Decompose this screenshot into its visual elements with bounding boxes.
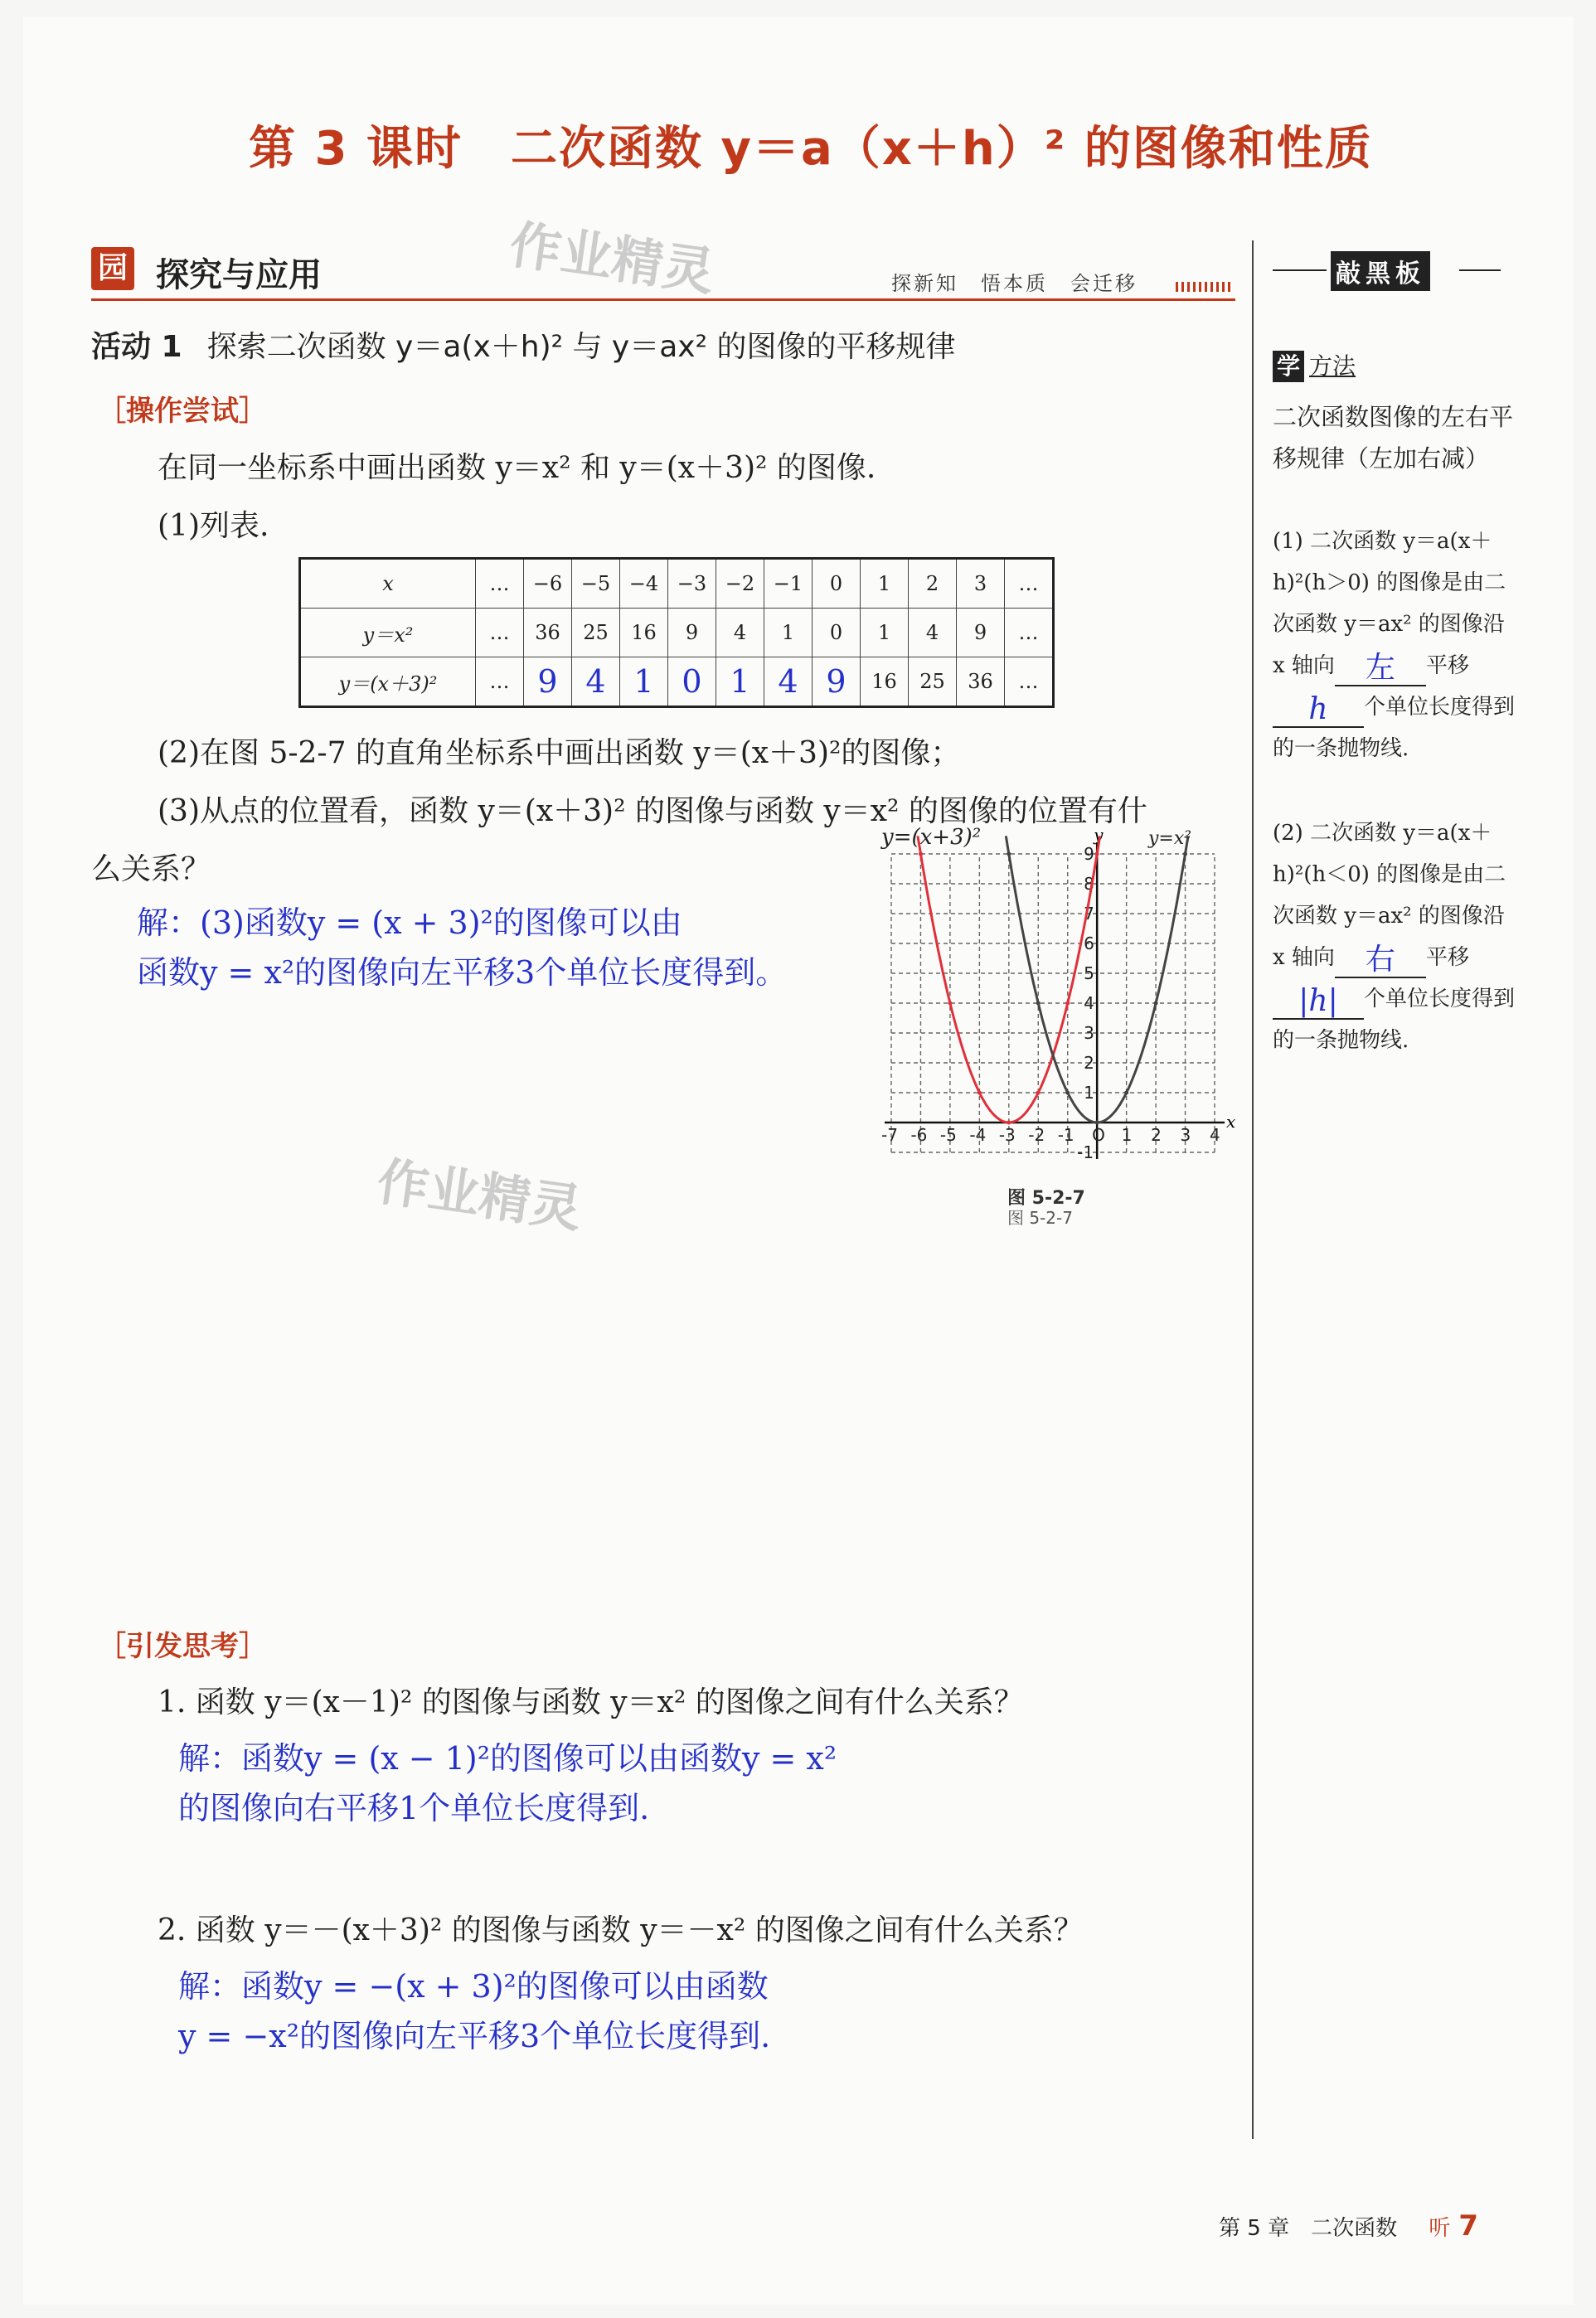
table-cell: 3 <box>957 559 1005 609</box>
table-cell: 1 <box>764 609 813 657</box>
caption-duplicate: 图 5-2-7 <box>1007 1208 1073 1227</box>
x-tick-label: 4 <box>1210 1125 1220 1145</box>
section-title: 探究与应用 <box>156 256 322 294</box>
table-cell: 16 <box>620 609 668 657</box>
board-rule-left <box>1273 269 1327 271</box>
table-cell-answer: 4 <box>764 657 813 707</box>
answer-1: 解：函数y = (x − 1)²的图像可以由函数y = x² <box>178 1740 837 1777</box>
data-point <box>1036 1091 1041 1095</box>
y-tick-label: -1 <box>1077 1142 1094 1162</box>
x-tick-label: -6 <box>910 1125 928 1145</box>
table-cell-answer: 4 <box>572 657 620 707</box>
data-point <box>919 852 923 856</box>
y-tick-label: 7 <box>1084 904 1094 924</box>
y-tick-label: 4 <box>1084 993 1094 1013</box>
board-badge: 敲黑板 <box>1331 251 1430 291</box>
y-tick-label: 8 <box>1084 874 1094 894</box>
table-cell: 2 <box>909 559 957 609</box>
x-tick-label: -1 <box>1057 1125 1075 1145</box>
watermark: 作业精灵 <box>506 214 719 303</box>
table-row <box>300 559 1054 609</box>
table-cell: 36 <box>957 657 1005 707</box>
table-cell: −2 <box>716 559 764 609</box>
table-cell-answer: 1 <box>620 657 668 707</box>
caption: 图 5-2-7 <box>1007 1188 1085 1209</box>
table-cell-answer: 9 <box>813 657 861 707</box>
rule-point-2-text: 个单位长度得到的一条抛物线. <box>1273 987 1516 1053</box>
answer-text: 函数y = x²的图像向左平移3个单位长度得到。 <box>137 954 788 991</box>
y-tick-label: 1 <box>1084 1083 1094 1103</box>
table-cell: … <box>476 609 524 657</box>
table-cell: y＝(x＋3)² <box>300 657 476 707</box>
y-tick-label: 2 <box>1084 1053 1094 1073</box>
table-cell: 1 <box>861 609 909 657</box>
table-row <box>300 609 1054 657</box>
data-point <box>1095 1121 1099 1125</box>
data-point <box>1124 1091 1128 1095</box>
page-title: 第 3 课时 二次函数 y＝a（x＋h）² 的图像和性质 <box>249 122 1373 176</box>
table-cell: … <box>1005 657 1054 707</box>
section-tick-decoration <box>1176 282 1234 292</box>
table-cell: 25 <box>572 609 620 657</box>
operate-step1: (1)列表. <box>158 509 269 543</box>
y-tick-label: 9 <box>1084 844 1094 864</box>
rule-point-2-text: 平移 <box>1425 945 1469 970</box>
table-cell: 0 <box>813 609 861 657</box>
value-table <box>298 557 1055 708</box>
chart-grid <box>891 854 1215 1152</box>
rule-title: 二次函数图像的左右平移规律（左加右减） <box>1273 403 1514 473</box>
table-cell: 4 <box>716 609 764 657</box>
rule-point-1-text: 平移 <box>1425 653 1469 678</box>
series-label-base: y=x² <box>1148 828 1192 849</box>
fill-blank: h <box>1273 693 1364 728</box>
parabola-chart <box>858 821 1235 1227</box>
table-cell: 1 <box>861 559 909 609</box>
table-cell: −1 <box>764 559 813 609</box>
data-point <box>1183 852 1187 856</box>
table-cell: −5 <box>572 559 620 609</box>
answer-text: 解：(3)函数y = (x + 3)²的图像可以由 <box>137 904 682 941</box>
y-tick-label: 3 <box>1084 1023 1094 1043</box>
data-point <box>1036 1001 1041 1006</box>
series-label-shifted: y=(x+3)² <box>881 825 982 850</box>
x-tick-label: -4 <box>969 1125 987 1145</box>
page-number: 7 <box>1458 2209 1479 2243</box>
rule-point-2 <box>1273 812 1521 1061</box>
y-tick-label: 6 <box>1084 934 1094 953</box>
data-point <box>948 1001 952 1006</box>
rule-point-2-text: (2) 二次函数 y＝a(x＋h)²(h＜0) 的图像是由二次函数 y＝ax² 的图像沿 x 轴向 <box>1273 821 1506 970</box>
activity-heading <box>91 323 955 366</box>
x-axis-label: x <box>1226 1112 1235 1132</box>
section-tags: 探新知 悟本质 会迁移 <box>891 272 1138 295</box>
footer-listen: 听 <box>1429 2216 1451 2241</box>
fill-blank: 右 <box>1335 943 1426 978</box>
table-cell: … <box>1005 609 1054 657</box>
x-tick-label: -2 <box>1028 1125 1045 1145</box>
x-tick-label: -7 <box>881 1125 898 1145</box>
table-cell: 4 <box>909 609 957 657</box>
page-footer <box>1219 2209 1478 2243</box>
table-cell: y＝x² <box>300 609 476 657</box>
table-cell: −6 <box>524 559 572 609</box>
method-heading <box>1273 348 1356 382</box>
table-cell: … <box>476 559 524 609</box>
x-tick-label: 1 <box>1121 1125 1133 1145</box>
x-tick-label: 3 <box>1180 1125 1191 1145</box>
section-icon: 园 <box>91 247 134 290</box>
method-icon: 学 <box>1273 351 1304 382</box>
table-cell: 36 <box>524 609 572 657</box>
table-cell: −3 <box>668 559 716 609</box>
answer-2: 解：函数y = −(x + 3)²的图像可以由函数 <box>178 1968 769 2005</box>
method-label: 方法 <box>1309 352 1356 380</box>
x-tick-label: O <box>1092 1125 1105 1145</box>
table-cell-answer: 0 <box>668 657 716 707</box>
chart-curves <box>918 836 1188 1124</box>
operate-step3: (3)从点的位置看，函数 y＝(x＋3)² 的图像与函数 y＝x² 的图像的位置有什 <box>158 794 1147 828</box>
x-tick-label: -3 <box>998 1125 1016 1145</box>
operate-step3-cont: 么关系？ <box>91 852 211 886</box>
operate-intro: 在同一坐标系中画出函数 y＝x² 和 y＝(x＋3)² 的图像. <box>158 451 876 485</box>
footer-chapter: 第 5 章 二次函数 <box>1219 2216 1398 2241</box>
table-cell: 25 <box>909 657 957 707</box>
table-cell: 16 <box>861 657 909 707</box>
y-axis-label: y <box>1094 825 1104 845</box>
x-tick-label: -5 <box>939 1125 957 1145</box>
table-cell-answer: 9 <box>524 657 572 707</box>
data-point <box>977 1091 982 1095</box>
table-row <box>300 657 1054 707</box>
data-point <box>1065 1001 1070 1006</box>
data-point <box>1154 1001 1158 1006</box>
question-2: 2. 函数 y＝－(x＋3)² 的图像与函数 y＝－x² 的图像之间有什么关系？ <box>158 1913 1084 1947</box>
data-point <box>1007 852 1011 856</box>
section-rule <box>91 298 1235 301</box>
fill-blank: |h| <box>1273 985 1364 1020</box>
table-cell: −4 <box>620 559 668 609</box>
data-point <box>1007 1121 1011 1125</box>
x-tick-label: 2 <box>1151 1125 1162 1145</box>
operate-heading: ［操作尝试］ <box>98 395 267 428</box>
table-cell: 9 <box>668 609 716 657</box>
figure-5-2-7 <box>858 821 1235 1227</box>
operate-step2: (2)在图 5-2-7 的直角坐标系中画出函数 y＝(x＋3)²的图像； <box>158 736 961 770</box>
data-point <box>1095 852 1099 856</box>
activity-label: 活动 1 <box>91 330 182 364</box>
table-cell-answer: 1 <box>716 657 764 707</box>
fill-blank: 左 <box>1335 652 1426 686</box>
table-cell: … <box>1005 559 1054 609</box>
sidebar-divider <box>1252 240 1254 2139</box>
question-1: 1. 函数 y＝(x－1)² 的图像与函数 y＝x² 的图像之间有什么关系？ <box>158 1685 1024 1719</box>
answer-1-cont: 的图像向右平移1个单位长度得到. <box>178 1790 650 1826</box>
activity-text: 探索二次函数 y＝a(x＋h)² 与 y＝ax² 的图像的平移规律 <box>206 330 956 364</box>
table-cell: 0 <box>813 559 861 609</box>
table-cell: … <box>476 657 524 707</box>
y-tick-label: 5 <box>1084 963 1094 983</box>
watermark: 作业精灵 <box>373 1151 586 1239</box>
table-cell: 9 <box>957 609 1005 657</box>
think-heading: ［引发思考］ <box>98 1630 267 1663</box>
answer-2-cont: y = −x²的图像向左平移3个单位长度得到. <box>178 2018 771 2054</box>
table-cell: x <box>300 559 476 609</box>
rule-point-1-text: 个单位长度得到的一条抛物线. <box>1273 695 1516 761</box>
board-rule-right <box>1459 269 1501 271</box>
rule-point-1 <box>1273 521 1521 769</box>
data-point <box>1065 1091 1070 1095</box>
rule-point-1-text: (1) 二次函数 y＝a(x＋h)²(h＞0) 的图像是由二次函数 y＝ax² 的图像沿 x 轴向 <box>1273 529 1506 678</box>
